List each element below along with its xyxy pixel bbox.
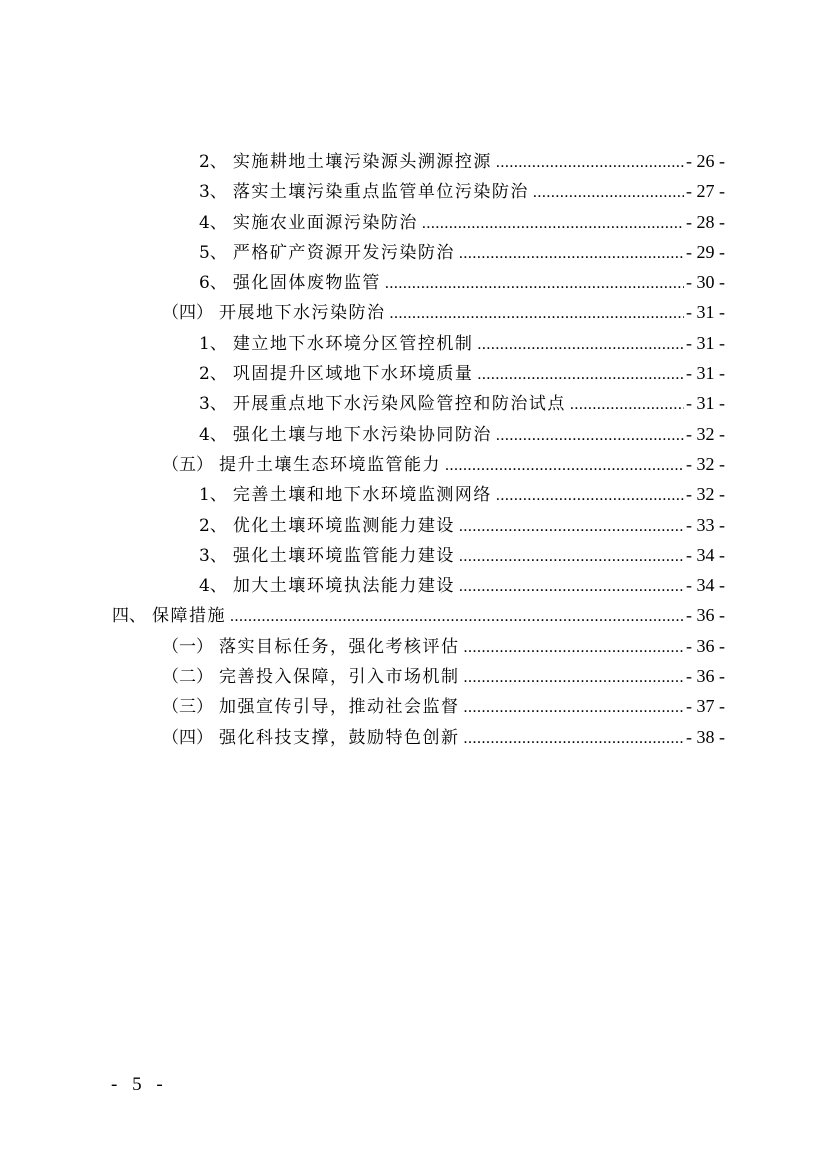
toc-entry-number: （二） <box>162 667 213 688</box>
dot-leader <box>533 178 684 208</box>
toc-entry-line <box>199 207 725 239</box>
dot-leader <box>390 299 685 329</box>
toc-entry-number: （四） <box>162 303 213 324</box>
toc-entry-title: 强化土壤环境监管能力建设 <box>232 545 455 566</box>
dot-leader <box>464 724 685 754</box>
dot-leader <box>570 390 684 420</box>
toc-entry-line <box>199 237 725 269</box>
toc-entry-number: （五） <box>162 454 213 475</box>
dot-leader <box>445 451 684 481</box>
toc-entry-title: 保障措施 <box>152 606 226 627</box>
toc-entry-page: - 36 - <box>686 605 725 626</box>
toc-entry-page: - 31 - <box>686 363 725 384</box>
toc-entry-page: - 37 - <box>686 696 725 717</box>
dot-leader <box>464 693 685 723</box>
dot-leader <box>464 633 685 663</box>
toc-entry-page: - 34 - <box>686 544 725 565</box>
toc-entry-number: 2、 <box>199 152 227 172</box>
dot-leader <box>459 239 684 269</box>
toc-entry-page: - 32 - <box>686 484 725 505</box>
toc-entry-number: 3、 <box>199 394 227 415</box>
toc-entry[interactable] <box>0 479 826 509</box>
toc-entry-title: 开展重点地下水污染风险管控和防治试点 <box>232 394 566 415</box>
dot-leader <box>496 421 684 451</box>
toc-entry-page: - 27 - <box>686 181 725 202</box>
toc-entry-title: 加大土壤环境执法能力建设 <box>232 576 455 597</box>
toc-entry-number: 3、 <box>199 545 227 566</box>
toc-entry-line <box>199 388 725 420</box>
toc-entry-line <box>162 691 725 723</box>
toc-entry-number: 4、 <box>199 424 227 445</box>
toc-entry-title: 建立地下水环境分区管控机制 <box>232 333 474 354</box>
toc-entry[interactable] <box>0 691 826 721</box>
toc-entry-title: 严格矿产资源开发污染防治 <box>232 242 455 263</box>
toc-entry-title: 完善投入保障，引入市场机制 <box>219 667 460 688</box>
toc-entry-title: 巩固提升区域地下水环境质量 <box>232 364 474 385</box>
toc-entry[interactable] <box>0 600 826 630</box>
dot-leader <box>459 542 684 572</box>
toc-entry[interactable] <box>0 297 826 327</box>
toc-entry-line <box>199 176 725 208</box>
toc-entry[interactable] <box>0 510 826 540</box>
toc-entry-line <box>162 297 725 329</box>
toc-entry-line <box>199 479 725 511</box>
toc-entry-line <box>162 449 725 481</box>
toc-entry[interactable] <box>0 146 826 176</box>
toc-entry-title: 落实土壤污染重点监管单位污染防治 <box>232 182 529 203</box>
toc-entry-title: 强化固体废物监管 <box>232 273 381 294</box>
dot-leader <box>459 512 684 542</box>
toc-entry-page: - 36 - <box>686 635 725 656</box>
toc-entry-title: 强化科技支撑，鼓励特色创新 <box>219 727 460 748</box>
toc-entry-page: - 33 - <box>686 514 725 535</box>
toc-entry-line <box>199 146 725 178</box>
toc-entry[interactable] <box>0 722 826 752</box>
dot-leader <box>496 481 684 511</box>
toc-entry-page: - 29 - <box>686 241 725 262</box>
dot-leader <box>496 148 684 178</box>
toc-entry-title: 实施农业面源污染防治 <box>232 212 418 233</box>
dot-leader <box>385 269 684 299</box>
toc-entry[interactable] <box>0 449 826 479</box>
toc-entry-line <box>162 661 725 693</box>
toc-entry[interactable] <box>0 267 826 297</box>
toc-entry-number: （三） <box>162 697 213 718</box>
toc-entry-title: 优化土壤环境监测能力建设 <box>232 515 455 536</box>
toc-entry-number: 四、 <box>112 606 146 627</box>
toc-entry-page: - 26 - <box>686 151 725 171</box>
toc-entry-line <box>112 600 725 632</box>
toc-entry-title: 强化土壤与地下水污染协同防治 <box>232 424 492 445</box>
toc-entry-title: 提升土壤生态环境监管能力 <box>219 454 441 475</box>
toc-entry-line <box>199 419 725 451</box>
toc-entry-page: - 28 - <box>686 211 725 232</box>
toc-entry-title: 开展地下水污染防治 <box>219 303 386 324</box>
toc-entry-title: 实施耕地土壤污染源头溯源控源 <box>232 152 492 172</box>
toc-entry-number: 1、 <box>199 485 227 506</box>
toc-entry-page: - 31 - <box>686 393 725 414</box>
toc-entry-number: 4、 <box>199 576 227 597</box>
toc-entry-line <box>199 267 725 299</box>
dot-leader <box>459 572 684 602</box>
toc-entry-page: - 32 - <box>686 453 725 474</box>
dot-leader <box>477 360 684 390</box>
dot-leader <box>464 663 685 693</box>
toc-entry-number: 6、 <box>199 273 227 294</box>
toc-entry[interactable] <box>0 176 826 206</box>
toc-entry[interactable] <box>0 570 826 600</box>
toc-entry-number: 2、 <box>199 515 227 536</box>
toc-entry-line <box>199 570 725 602</box>
toc-entry-page: - 36 - <box>686 666 725 687</box>
toc-entry-number: 1、 <box>199 333 227 354</box>
toc-entry-page: - 34 - <box>686 575 725 596</box>
toc-entry-number: 5、 <box>199 242 227 263</box>
toc-entry[interactable] <box>0 358 826 388</box>
toc-entry-page: - 32 - <box>686 423 725 444</box>
toc-entry[interactable] <box>0 631 826 661</box>
toc-entry-line <box>199 328 725 360</box>
toc-entry-line <box>199 540 725 572</box>
toc-entry-number: 3、 <box>199 182 227 203</box>
toc-entry[interactable] <box>0 661 826 691</box>
toc-entry-number: 4、 <box>199 212 227 233</box>
toc-entry-page: - 31 - <box>686 302 725 323</box>
dot-leader <box>477 330 684 360</box>
toc-entry-line <box>162 722 725 754</box>
toc-entry[interactable] <box>0 207 826 237</box>
page-number: - 5 - <box>111 1074 168 1095</box>
toc-entry-number: （四） <box>162 727 213 748</box>
toc-entry-line <box>162 631 725 663</box>
toc-entry[interactable] <box>0 388 826 418</box>
toc-entry-line <box>199 510 725 542</box>
toc-entry[interactable] <box>0 419 826 449</box>
toc-entry-number: 2、 <box>199 364 227 385</box>
toc-entry-number: （一） <box>162 636 213 657</box>
toc-entry-title: 加强宣传引导，推动社会监督 <box>219 697 460 718</box>
toc-entry-title: 完善土壤和地下水环境监测网络 <box>232 485 492 506</box>
toc-entry-page: - 38 - <box>686 726 725 747</box>
table-of-contents <box>0 146 826 752</box>
toc-entry[interactable] <box>0 328 826 358</box>
toc-entry-line <box>199 358 725 390</box>
toc-entry-page: - 30 - <box>686 272 725 293</box>
toc-entry-title: 落实目标任务，强化考核评估 <box>219 636 460 657</box>
toc-entry[interactable] <box>0 237 826 267</box>
toc-entry[interactable] <box>0 540 826 570</box>
toc-entry-page: - 31 - <box>686 332 725 353</box>
dot-leader <box>230 602 684 632</box>
dot-leader <box>422 209 684 239</box>
